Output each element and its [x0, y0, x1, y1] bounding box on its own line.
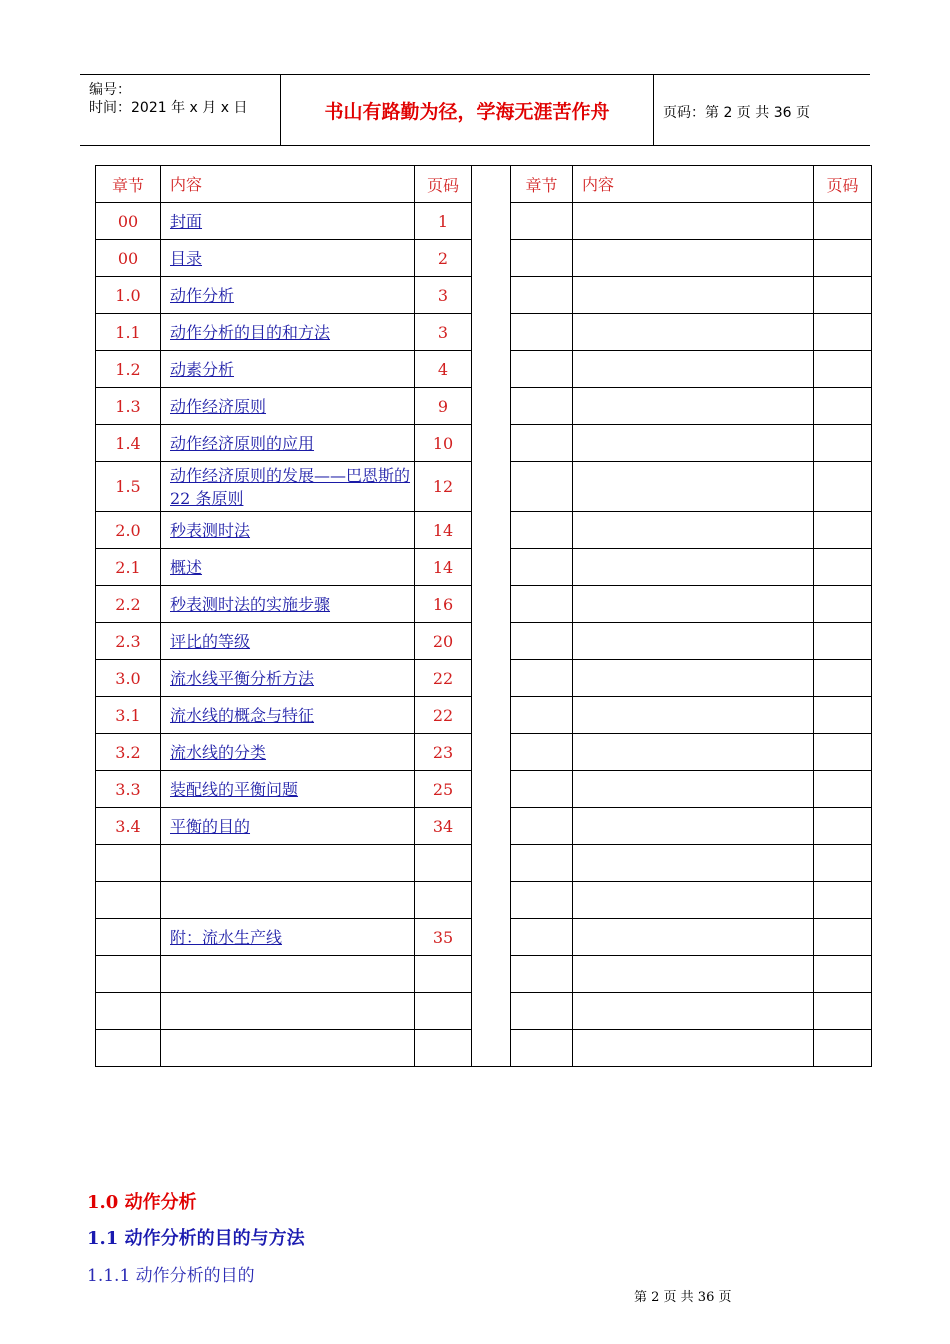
- toc-page-number: 35: [415, 919, 472, 956]
- toc-section-number: 1.1: [96, 314, 161, 351]
- toc-page-number: 3: [415, 277, 472, 314]
- toc-empty-cell: [511, 388, 573, 425]
- toc-empty-cell: [814, 623, 872, 660]
- toc-page-number: 22: [415, 697, 472, 734]
- toc-entry-cell[interactable]: [161, 734, 415, 771]
- toc-entry-link[interactable]: 动作经济原则的发展——巴恩斯的 22 条原则: [170, 465, 411, 508]
- toc-section-number: 2.3: [96, 623, 161, 660]
- toc-entry-cell[interactable]: [161, 240, 415, 277]
- toc-entry-link[interactable]: 装配线的平衡问题: [170, 779, 299, 799]
- toc-empty-cell: [511, 771, 573, 808]
- toc-page-number: 14: [415, 549, 472, 586]
- toc-empty-cell: [573, 425, 814, 462]
- toc-empty-cell: [511, 734, 573, 771]
- toc-empty-cell: [573, 277, 814, 314]
- toc-empty-cell: [573, 549, 814, 586]
- toc-entry-cell[interactable]: [161, 425, 415, 462]
- toc-empty-cell: [511, 314, 573, 351]
- toc-empty-cell: [814, 919, 872, 956]
- toc-section-number: 1.5: [96, 462, 161, 512]
- toc-section-number: 1.2: [96, 351, 161, 388]
- toc-empty-cell: [511, 919, 573, 956]
- toc-empty-cell: [814, 351, 872, 388]
- toc-entry-cell[interactable]: [161, 462, 415, 512]
- toc-empty-cell: [573, 240, 814, 277]
- toc-entry-cell[interactable]: [161, 512, 415, 549]
- toc-entry-cell[interactable]: [161, 808, 415, 845]
- toc-empty-cell: [511, 956, 573, 993]
- toc-page-number: 10: [415, 425, 472, 462]
- toc-entry-cell: [161, 993, 415, 1030]
- toc-page-number: [415, 845, 472, 882]
- toc-empty-cell: [814, 808, 872, 845]
- toc-empty-cell: [573, 771, 814, 808]
- toc-page-number: 9: [415, 388, 472, 425]
- toc-empty-cell: [573, 203, 814, 240]
- toc-empty-cell: [511, 549, 573, 586]
- toc-empty-cell: [511, 277, 573, 314]
- header-meta-cell: [80, 75, 281, 145]
- toc-entry-cell[interactable]: [161, 697, 415, 734]
- toc-empty-cell: [573, 314, 814, 351]
- toc-section-number: [96, 1030, 161, 1067]
- toc-section-number: 3.4: [96, 808, 161, 845]
- toc-empty-cell: [511, 586, 573, 623]
- toc-header-row: [96, 166, 872, 203]
- toc-section-number: 2.1: [96, 549, 161, 586]
- toc-entry-link[interactable]: 流水线的概念与特征: [170, 705, 315, 725]
- toc-empty-cell: [814, 240, 872, 277]
- toc-entry-link[interactable]: 动素分析: [170, 359, 235, 379]
- toc-entry-link[interactable]: 动作分析的目的和方法: [170, 322, 331, 342]
- toc-entry-cell: [161, 882, 415, 919]
- toc-empty-cell: [814, 388, 872, 425]
- toc-entry-cell[interactable]: [161, 388, 415, 425]
- toc-header-content: 内容: [161, 166, 415, 203]
- toc-empty-cell: [814, 956, 872, 993]
- toc-section-number: 1.0: [96, 277, 161, 314]
- toc-empty-cell: [814, 1030, 872, 1067]
- document-time-label: 时间：2021 年 x 月 x 日: [89, 100, 248, 116]
- toc-empty-cell: [814, 734, 872, 771]
- section-heading-1-0: 1.0 动作分析: [87, 1192, 197, 1213]
- toc-section-number: 00: [96, 203, 161, 240]
- toc-entry-link[interactable]: 秒表测时法的实施步骤: [170, 594, 331, 614]
- toc-entry-cell[interactable]: [161, 549, 415, 586]
- toc-empty-cell: [573, 512, 814, 549]
- toc-section-number: 3.2: [96, 734, 161, 771]
- toc-entry-cell[interactable]: [161, 277, 415, 314]
- toc-empty-cell: [511, 462, 573, 512]
- toc-entry-link[interactable]: 动作分析: [170, 285, 235, 305]
- header-page-label: 页码：第 2 页 共 36 页: [663, 105, 810, 121]
- toc-page-number: 2: [415, 240, 472, 277]
- toc-entry-cell[interactable]: [161, 314, 415, 351]
- toc-section-number: 2.2: [96, 586, 161, 623]
- toc-page-number: [415, 882, 472, 919]
- toc-empty-cell: [814, 845, 872, 882]
- toc-entry-cell[interactable]: [161, 351, 415, 388]
- toc-empty-cell: [573, 351, 814, 388]
- toc-empty-cell: [511, 623, 573, 660]
- toc-entry-link[interactable]: 平衡的目的: [170, 816, 251, 836]
- toc-section-number: 3.3: [96, 771, 161, 808]
- page-footer: 第 2 页 共 36 页: [634, 1290, 732, 1305]
- toc-section-number: [96, 956, 161, 993]
- page-header: [80, 74, 870, 146]
- toc-header-page: 页码: [415, 166, 472, 203]
- toc-empty-cell: [573, 660, 814, 697]
- toc-empty-cell: [814, 203, 872, 240]
- toc-empty-cell: [814, 462, 872, 512]
- toc-empty-cell: [573, 462, 814, 512]
- toc-page-number: 23: [415, 734, 472, 771]
- toc-empty-cell: [573, 734, 814, 771]
- toc-page-number: 22: [415, 660, 472, 697]
- toc-empty-cell: [573, 993, 814, 1030]
- toc-empty-cell: [814, 771, 872, 808]
- toc-section-number: 3.1: [96, 697, 161, 734]
- toc-page-number: [415, 993, 472, 1030]
- toc-empty-cell: [573, 845, 814, 882]
- toc-section-number: [96, 882, 161, 919]
- toc-empty-cell: [511, 203, 573, 240]
- toc-header-content-right: 内容: [573, 166, 814, 203]
- toc-empty-cell: [814, 660, 872, 697]
- toc-entry-cell[interactable]: [161, 586, 415, 623]
- toc-page-number: [415, 956, 472, 993]
- toc-entry-link[interactable]: 概述: [170, 557, 203, 577]
- toc-empty-cell: [573, 1030, 814, 1067]
- toc-entry-cell[interactable]: [161, 919, 415, 956]
- toc-section-number: [96, 993, 161, 1030]
- toc-empty-cell: [573, 808, 814, 845]
- toc-empty-cell: [814, 882, 872, 919]
- toc-entry-cell[interactable]: [161, 771, 415, 808]
- toc-entry-cell: [161, 1030, 415, 1067]
- toc-entry-link[interactable]: 评比的等级: [170, 631, 251, 651]
- toc-entry-link[interactable]: 目录: [170, 248, 203, 268]
- toc-entry-link[interactable]: 动作经济原则的应用: [170, 433, 315, 453]
- toc-empty-cell: [511, 351, 573, 388]
- toc-empty-cell: [573, 697, 814, 734]
- toc-page-number: 25: [415, 771, 472, 808]
- toc-empty-cell: [573, 882, 814, 919]
- toc-empty-cell: [511, 993, 573, 1030]
- toc-empty-cell: [573, 388, 814, 425]
- header-motto: 书山有路勤为径，学海无涯苦作舟: [324, 101, 610, 123]
- toc-column-gap: [472, 166, 511, 1067]
- toc-empty-cell: [814, 549, 872, 586]
- toc-section-number: 2.0: [96, 512, 161, 549]
- toc-page-number: 14: [415, 512, 472, 549]
- toc-header-page-right: 页码: [814, 166, 872, 203]
- toc-empty-cell: [511, 240, 573, 277]
- toc-entry-link[interactable]: 动作经济原则: [170, 396, 267, 416]
- toc-empty-cell: [573, 586, 814, 623]
- toc-empty-cell: [814, 512, 872, 549]
- toc-page-number: 1: [415, 203, 472, 240]
- toc-section-number: 1.4: [96, 425, 161, 462]
- toc-empty-cell: [814, 314, 872, 351]
- toc-page-number: 20: [415, 623, 472, 660]
- toc-entry-link[interactable]: 秒表测时法: [170, 520, 251, 540]
- toc-header-section: 章节: [96, 166, 161, 203]
- toc-empty-cell: [814, 697, 872, 734]
- toc-empty-cell: [511, 512, 573, 549]
- toc-empty-cell: [511, 1030, 573, 1067]
- toc-empty-cell: [511, 845, 573, 882]
- toc-entry-cell: [161, 845, 415, 882]
- toc-empty-cell: [814, 425, 872, 462]
- toc-page-number: 16: [415, 586, 472, 623]
- toc-entry-cell[interactable]: [161, 623, 415, 660]
- toc-entry-cell[interactable]: [161, 203, 415, 240]
- toc-entry-link[interactable]: 流水线平衡分析方法: [170, 668, 315, 688]
- toc-empty-cell: [814, 277, 872, 314]
- toc-empty-cell: [814, 993, 872, 1030]
- toc-empty-cell: [573, 623, 814, 660]
- toc-section-number: 00: [96, 240, 161, 277]
- table-of-contents: [95, 165, 872, 1067]
- toc-entry-cell: [161, 956, 415, 993]
- toc-section-number: [96, 845, 161, 882]
- toc-empty-cell: [511, 697, 573, 734]
- toc-page-number: [415, 1030, 472, 1067]
- toc-page-number: 4: [415, 351, 472, 388]
- toc-section-number: 1.3: [96, 388, 161, 425]
- section-heading-1-1-1: 1.1.1 动作分析的目的: [87, 1266, 255, 1286]
- section-heading-1-1: 1.1 动作分析的目的与方法: [87, 1228, 305, 1249]
- toc-empty-cell: [573, 919, 814, 956]
- toc-empty-cell: [511, 425, 573, 462]
- toc-page-number: 12: [415, 462, 472, 512]
- toc-section-number: [96, 919, 161, 956]
- toc-empty-cell: [814, 586, 872, 623]
- toc-section-number: 3.0: [96, 660, 161, 697]
- header-motto-cell: [281, 75, 654, 145]
- toc-entry-cell[interactable]: [161, 660, 415, 697]
- header-page-cell: [654, 75, 870, 145]
- toc-entry-link[interactable]: 流水线的分类: [170, 742, 267, 762]
- toc-empty-cell: [511, 808, 573, 845]
- toc-empty-cell: [511, 660, 573, 697]
- toc-page-number: 3: [415, 314, 472, 351]
- document-number-label: 编号：: [89, 82, 131, 98]
- toc-empty-cell: [573, 956, 814, 993]
- toc-entry-link[interactable]: 附：流水生产线: [170, 927, 283, 947]
- toc-empty-cell: [511, 882, 573, 919]
- toc-page-number: 34: [415, 808, 472, 845]
- toc-entry-link[interactable]: 封面: [170, 211, 203, 231]
- toc-header-section-right: 章节: [511, 166, 573, 203]
